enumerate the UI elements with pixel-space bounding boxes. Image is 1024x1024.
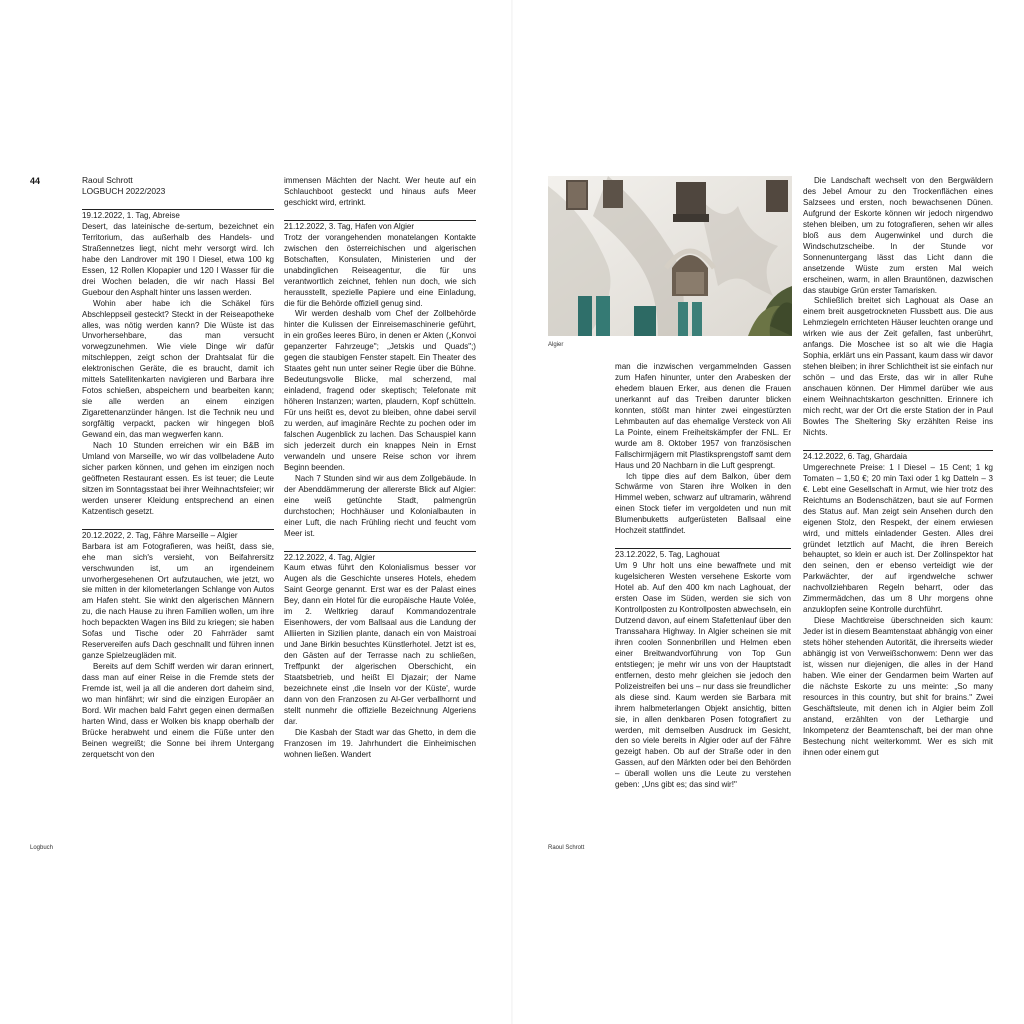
body-paragraph: Desert, das lateinische de-sertum, bezeichnet ein Territorium, das außerhalb des Handels- und Straßennetzes liegt, nicht mehr versorgt wird. Ich habe den Landrover mit 190 l Diesel, etwa 100 kg Essen, 12 Rollen Klopapier und 120 l Wasser für die drei Wochen beladen, die wir nach Hassi Bel Guebour den Asphalt hinter uns lassen werden. <box>82 221 274 297</box>
entry-heading: 22.12.2022, 4. Tag, Algier <box>284 551 476 564</box>
body-paragraph: Nach 10 Stunden erreichen wir ein B&B im Umland von Marseille, wo wir das vollbeladene Auto sicher parken können, und gehen im einzigen noch geöffneten Restaurant essen. Es ist teuer; die Leute sitzen im Sonntagsstaat bei ihrer Weihnachtsfeier; wir werden unserer Kleidung entsprechend an einen Katzentisch gesetzt. <box>82 441 274 516</box>
algiers-building-photo <box>548 176 792 336</box>
body-paragraph: Schließlich breitet sich Laghouat als Oase an einem breit ausgetrockneten Flussbett aus. Die aus Lehmziegeln errichteten Häuser leuchten orange und wirken wie aus der Zeit gefallen, fast unberührt, anfangs. Die Moschee ist so alt wie die Hagia Sophia, erklärt uns ein Passant, kaum dass wir davor stehen bleiben; in ihrer Schlichtheit ist sie einfach nur schön – und das Erste, das wir in aller Ruhe anschauen können. Der Himmel darüber wie aus einem Weihnachtskarton geschnitten. Erinnere ich mich recht, war der Ort die erste Station der in Paul Bowles The Sheltering Sky erzählten Reise ins Nichts. <box>803 296 993 437</box>
photo-caption: Algier <box>548 342 564 348</box>
entry-heading: 23.12.2022, 5. Tag, Laghouat <box>615 548 791 561</box>
body-paragraph: Ich tippe dies auf dem Balkon, über dem Schwärme von Staren ihre Wolken in den Himmel weben, schwarz auf ultramarin, während einen Stock tiefer im vergoldeten und nun mit Blumenbuketts aufgerüsteten Ballsaal eine Hochzeit stattfindet. <box>615 471 791 536</box>
page-number: 44 <box>30 176 41 186</box>
body-paragraph: Kaum etwas führt den Kolonialismus besser vor Augen als die Geschichte unseres Hotels, ehedem Saint George genannt. Erst war es der Palast eines Bey, dann ein Hotel für die europäische Haute Volée, im 2. Weltkrieg darauf Kommandozentrale Eisenhowers, der vom Ballsaal aus die Landung der Alliierten in Sizilien plante, danach ein von Maistroai und Jane Birkin besuchtes Künstlerhotel. Jetzt ist es, den Gästen auf der Terrasse nach zu schließen, Treffpunkt der algerischen Oberschicht, ein Staatsbetrieb, und heißt El Djazair; der Name bezeichnete einst ‚die Inseln vor der Küste', wurde dann von den Franzosen zu Al-Ger verballhornt und stellt nunmehr die offizielle Bezeichnung Algeriens dar. <box>284 563 476 726</box>
left-column-2 <box>284 176 476 761</box>
body-paragraph: Bereits auf dem Schiff werden wir daran erinnert, dass man auf einer Reise in die Fremde stets der Fremde ist, weil ja all die anderen dort daheim sind, wo man hinfährt; wir sind die einzigen Europäer an Bord. Wir machen bald Fahrt gegen einen dermaßen harten Wind, dass er Wolken bis knapp oberhalb der Brücke herabweht und einem die Füße unter den Beinen wegreißt; die Sonne bei ihrem Untergang zerquetscht von den <box>82 662 274 759</box>
paragraph-gap <box>284 209 476 220</box>
paragraph-gap <box>615 537 791 548</box>
book-title: LOGBUCH 2022/2023 <box>82 186 166 196</box>
body-paragraph: man die inzwischen vergammelnden Gassen zum Hafen hinunter, unter den Arabesken der ehedem blauen Erker, aus denen die Frauen unerkannt auf das Treiben darunter blicken konnten, stößt man hinter zwei eingestürzten Lehmbauten auf das ehemalige Versteck von Ali La Pointe, einem Freiheitskämpfer der FNL. Er wurde am 8. Oktober 1957 von französischen Fallschirmjägern mit Plastiksprengstoff samt dem Haus und 20 Nachbarn in die Luft gesprengt. <box>615 362 791 470</box>
entry-heading: 24.12.2022, 6. Tag, Ghardaia <box>803 450 993 463</box>
body-paragraph: Nach 7 Stunden sind wir aus dem Zollgebäude. In der Abenddämmerung der allererste Blick auf Algier: eine weiß getünchte Stadt, palmengrün durchstochen; Hochhäuser und Kolonialbauten in einer Luft, die nach Frühling riecht und feucht vom Meer ist. <box>284 473 476 538</box>
body-paragraph: Die Kasbah der Stadt war das Ghetto, in dem die Franzosen im 19. Jahrhundert die Einheimischen wohnen ließen. Wandert <box>284 727 476 759</box>
right-column-1 <box>615 362 791 791</box>
body-paragraph: Um 9 Uhr holt uns eine bewaffnete und mit kugelsicheren Westen versehene Eskorte vom Hotel ab. Auf den 400 km nach Laghouat, der ersten Oase im Süden, werden sie sich von Kontrollposten zu Kontrollposten abwechseln, ein Dutzend davon, auf einem Stafettenlauf über den Transsahara Highway. In Algier scheinen sie mit ihren coolen Sonnenbrillen und Helmen eben einer Breitwandvorführung von Top Gun entstiegen; je mehr wir uns von der Hauptstadt entfernen, desto mehr gleichen sie jedoch den Polizeistreifen bei uns – nur dass sie freundlicher als diese sind. Kaum werden sie Barbara mit ihrem halbmeterlangen Objekt ansichtig, bitten sie, in allen denkbaren Posen fotografiert zu werden, mit demselben Ausdruck im Gesicht, den so viele bereits in Algier oder auf der Fähre gezeigt haben. Ob auf der Straße oder in den Gassen, auf den Märkten oder bei den Behörden – überall wollen uns die Leute zu verstehen geben: „Uns gibt es; das sind wir!" <box>615 561 791 790</box>
body-paragraph: Wohin aber habe ich die Schäkel fürs Abschleppseil gesteckt? Steckt in der Reiseapotheke alles, was nötig werden kann? Die Wüste ist das Unvorhersehbare, das man versucht vorwegzunehmen. Wie viele Dinge wir dafür mitschleppen, zeigt schon der Drahtsalat für die elektronischen Geräte, die es braucht, damit ich mittels Satellitenkarten navigieren und Barbara ihre Fotos schießen, abspeichern und bearbeiten kann; sie alle werden an einem einzigen Zigarettenanzünder hängen. Ist die Technik neu und sorgfältig verpackt, packen wir hingegen bloß Gewand ein, das man wegwerfen kann. <box>82 298 274 440</box>
entry-heading: 20.12.2022, 2. Tag, Fähre Marseille – Algier <box>82 529 274 542</box>
body-paragraph: Wir werden deshalb vom Chef der Zollbehörde hinter die Kulissen der Einreisemaschinerie geführt, in ein großes leeres Büro, in denen er Akten („Konvoi gepanzerter Fahrzeuge"; „Jetskis und Quads";) gegen die staubigen Fenster stapelt. Ein Theater des Staates geht nun unter seiner Regie über die Bühne. Bedeutungsvolle Blicke, mal scherzend, mal einladend, fragend oder skeptisch; Telefonate mit höheren Instanzen; warten, plaudern, Kopf schütteln. Für uns heißt es, devot zu bleiben, ohne dabei servil zu werden, auf imaginäre Rechte zu pochen oder im falschen Augenblick zu lachen. Das Schauspiel kann sich jederzeit durch ein knappes Nein in Ernst verwandeln und unsere Reise schon vor ihrem Beginn beenden. <box>284 309 476 472</box>
body-paragraph: Barbara ist am Fotografieren, was heißt, dass sie, ehe man sich's versieht, von Beifahrersitz verschwunden ist, um an irgendeinem unvorhergesehenen Ort aufzutauchen, wie jetzt, wo sie mitten in der kilometerlangen Schlange von Autos am Hafen steht. Sie winkt den algerischen Männern zu, die nach Hause zu ihren Familien wollen, um ihre hoch bepackten Wagen ins Bild zu kriegen; sie haben Sofas und Tische oder 20 Fahrräder samt Reservereifen aufs Dach geschnallt und führen innen ganze Spielzeugläden mit. <box>82 541 274 661</box>
body-paragraph: Umgerechnete Preise: 1 l Diesel – 15 Cent; 1 kg Tomaten – 1,50 €; 20 min Taxi oder 1 kg Datteln – 3 €. Lebt eine Gesellschaft in Armut, wie hier trotz des Reichtums an Bodenschätzen, baut sie auf Formen des Status auf. Man zeigt sein Ansehen durch den eigenen Stolz, den Respekt, der einem erwiesen wird, und mittels einladender Gesten. Alles drei gründet letztlich auf Macht, die ihren Bereich behauptet, so klein er auch ist. Der Zollinspektor hat den seinen, den er ebenso verteidigt wie der Parkwächter, der auf irgendwelche schwer nachvollziehbaren Regeln beharrt, oder das Zimmermädchen, das um 8 Uhr morgens ohne anzuklopfen seine Kontrolle durchführt. <box>803 462 993 615</box>
body-paragraph: immensen Mächten der Nacht. Wer heute auf ein Schlauchboot gesteckt und hinaus aufs Meer geschickt wird, ertrinkt. <box>284 176 476 207</box>
paragraph-gap <box>803 439 993 450</box>
entry-heading: 19.12.2022, 1. Tag, Abreise <box>82 209 274 222</box>
paragraph-gap <box>82 518 274 529</box>
book-gutter <box>511 0 513 1024</box>
running-header <box>82 175 165 197</box>
entry-heading: 21.12.2022, 3. Tag, Hafen von Algier <box>284 220 476 233</box>
left-column-1 <box>82 209 274 761</box>
body-paragraph: Diese Machtkreise überschneiden sich kaum: Jeder ist in diesem Beamtenstaat abhängig von einer stets höher stehenden Autorität, die ihrerseits wieder abhängig ist von Verweißschonwem: Denn wer das ist, wissen nur diejenigen, die alles in der Hand haben. Wie einer der Gendarmen beim Warten auf die nächste Eskorte zu uns meinte: „So many resources in this country, but shit for brains." Zwei Geschäftsleute, mit denen ich in Algier beim Zoll anstand, erzählten von der Lethargie und Inkompetenz der Beamtenschaft, bei der man ohne Bestechung nicht weiterkommt. Wer es sich mit ihnen oder einem gut <box>803 616 993 757</box>
body-paragraph: Trotz der vorangehenden monatelangen Kontakte zwischen den österreichischen und algerischen Botschaften, Konsulaten, Ministerien und der unabdinglichen Reiseagentur, die für uns verantwortlich zeichnet, fehlen nun doch, wie sich herausstellt, spezielle Papiere und eine Einladung, die für die Behörde offiziell genug sind. <box>284 232 476 308</box>
paragraph-gap <box>284 540 476 551</box>
left-folio: Logbuch <box>30 845 54 851</box>
right-column-2 <box>803 176 993 759</box>
body-paragraph: Die Landschaft wechselt von den Bergwäldern des Jebel Amour zu den Trockenflächen eines Salzsees und ersten, noch bewachsenen Dünen. Aufgrund der Eskorte können wir jedoch nirgendwo stehen bleiben, um zu fotografieren, sehen wir alles bloß aus dem Augenwinkel und durch die Windschutzscheibe. In der Stunde vor Sonnenuntergang lässt das Licht dann die ansetzende Wüste zum ersten Mal weich erscheinen, warm, in allen Brauntönen, dazwischen das staubige Grün erster Tamarisken. <box>803 176 993 295</box>
right-folio: Raoul Schrott <box>548 845 585 851</box>
author-name: Raoul Schrott <box>82 175 133 185</box>
